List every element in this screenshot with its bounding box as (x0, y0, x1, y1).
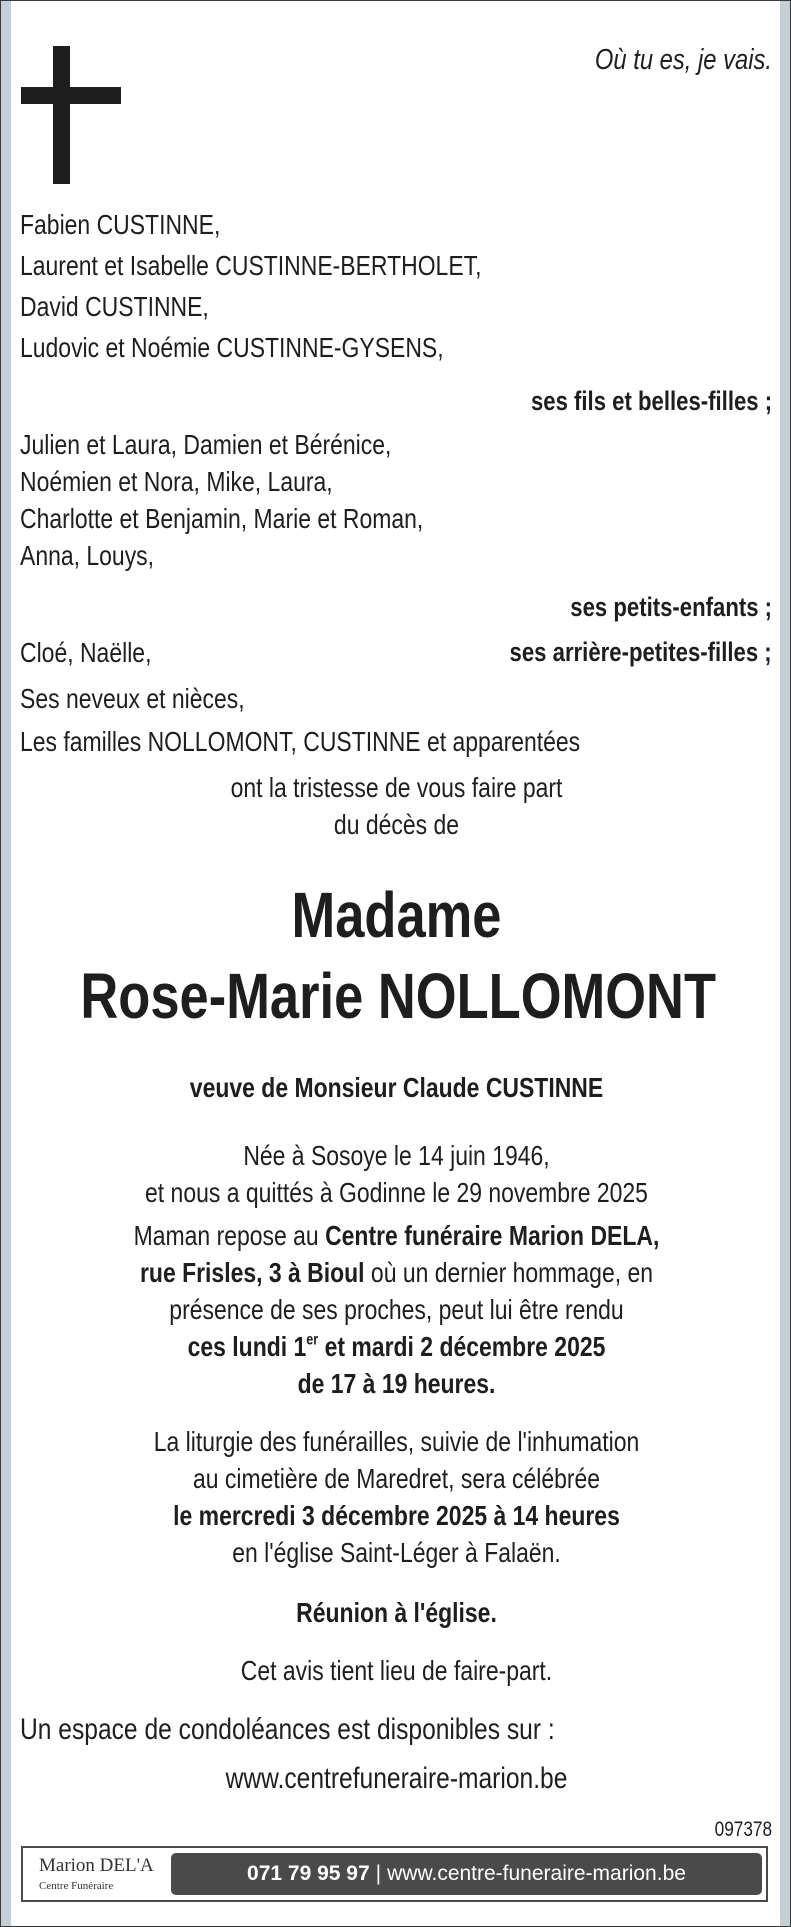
funeral-line: La liturgie des funérailles, suivie de l'inhumation (153, 1426, 640, 1457)
birth-line: Née à Sosoye le 14 juin 1946, (243, 1140, 550, 1171)
visitation-location: Centre funéraire Marion DELA, (325, 1220, 660, 1251)
reference-number: 097378 (714, 1818, 772, 1841)
phone-number[interactable]: 071 79 95 97 (247, 1862, 370, 1885)
widow-of: veuve de Monsieur Claude CUSTINNE (189, 1072, 604, 1103)
ordinal-suffix: er (306, 1331, 319, 1349)
condolences-text: Un espace de condoléances est disponibles sur : (20, 1713, 555, 1746)
meeting-note: Réunion à l'église. (296, 1597, 497, 1628)
family-role: ses petits-enfants ; (570, 592, 772, 622)
announcement-line: ont la tristesse de vous faire part (230, 772, 563, 803)
family-line: David CUSTINNE, (20, 291, 209, 322)
family-line: Fabien CUSTINNE, (20, 209, 221, 240)
death-line: et nous a quittés à Godinne le 29 novembre 2025 (145, 1177, 648, 1208)
visitation-dates (80, 1333, 712, 1361)
family-line: Charlotte et Benjamin, Marie et Roman, (20, 503, 424, 534)
frame-strip-right (780, 1, 790, 1926)
visitation-line: présence de ses proches, peut lui être rendu (169, 1294, 624, 1325)
family-line: Laurent et Isabelle CUSTINNE-BERTHOLET, (20, 250, 482, 281)
funeral-home-banner (21, 1846, 768, 1902)
family-line: Les familles NOLLOMONT, CUSTINNE et apparentées (20, 726, 581, 757)
visitation-date-a: ces lundi 1 (187, 1331, 307, 1362)
visitation-text: où un dernier hommage, en (364, 1257, 654, 1288)
announcement-line: du décès de (333, 809, 460, 840)
funeral-home-logo: Marion DEL'A (39, 1855, 154, 1876)
condolences-url[interactable]: www.centrefuneraire-marion.be (225, 1762, 568, 1795)
funeral-datetime: le mercredi 3 décembre 2025 à 14 heures (173, 1500, 620, 1531)
visitation-hours: de 17 à 19 heures. (297, 1368, 496, 1399)
family-line: Ludovic et Noémie CUSTINNE-GYSENS, (20, 332, 444, 363)
family-line: Cloé, Naëlle, (20, 637, 152, 668)
family-role: ses arrière-petites-filles ; (509, 637, 772, 667)
deceased-title: Madame (291, 879, 502, 951)
visitation-text: Maman repose au (133, 1220, 326, 1251)
family-line: Ses neveux et nièces, (20, 683, 245, 714)
family-line: Anna, Louys, (20, 540, 155, 571)
funeral-location: en l'église Saint-Léger à Falaën. (232, 1537, 561, 1568)
visitation-address: rue Frisles, 3 à Bioul (139, 1257, 365, 1288)
cross-vertical-bar (53, 46, 70, 184)
visitation-date-b: et mardi 2 décembre 2025 (318, 1331, 606, 1362)
separator: | (375, 1862, 382, 1885)
deceased-name: Rose-Marie NOLLOMONT (80, 960, 717, 1032)
website-link[interactable]: www.centre-funeraire-marion.be (387, 1862, 686, 1885)
family-line: Julien et Laura, Damien et Bérénice, (20, 429, 392, 460)
cross-horizontal-bar (21, 87, 121, 104)
notice-note: Cet avis tient lieu de faire-part. (240, 1655, 553, 1686)
family-line: Noémien et Nora, Mike, Laura, (20, 466, 333, 497)
motto: Où tu es, je vais. (594, 44, 772, 76)
visitation-line (80, 1222, 712, 1250)
visitation-line (80, 1259, 712, 1287)
funeral-home-logo-subtitle: Centre Funéraire (39, 1880, 114, 1892)
frame-strip-left (1, 1, 11, 1926)
funeral-line: au cimetière de Maredret, sera célébrée (192, 1463, 601, 1494)
contact-pill (171, 1853, 762, 1895)
family-role: ses fils et belles-filles ; (530, 386, 772, 416)
